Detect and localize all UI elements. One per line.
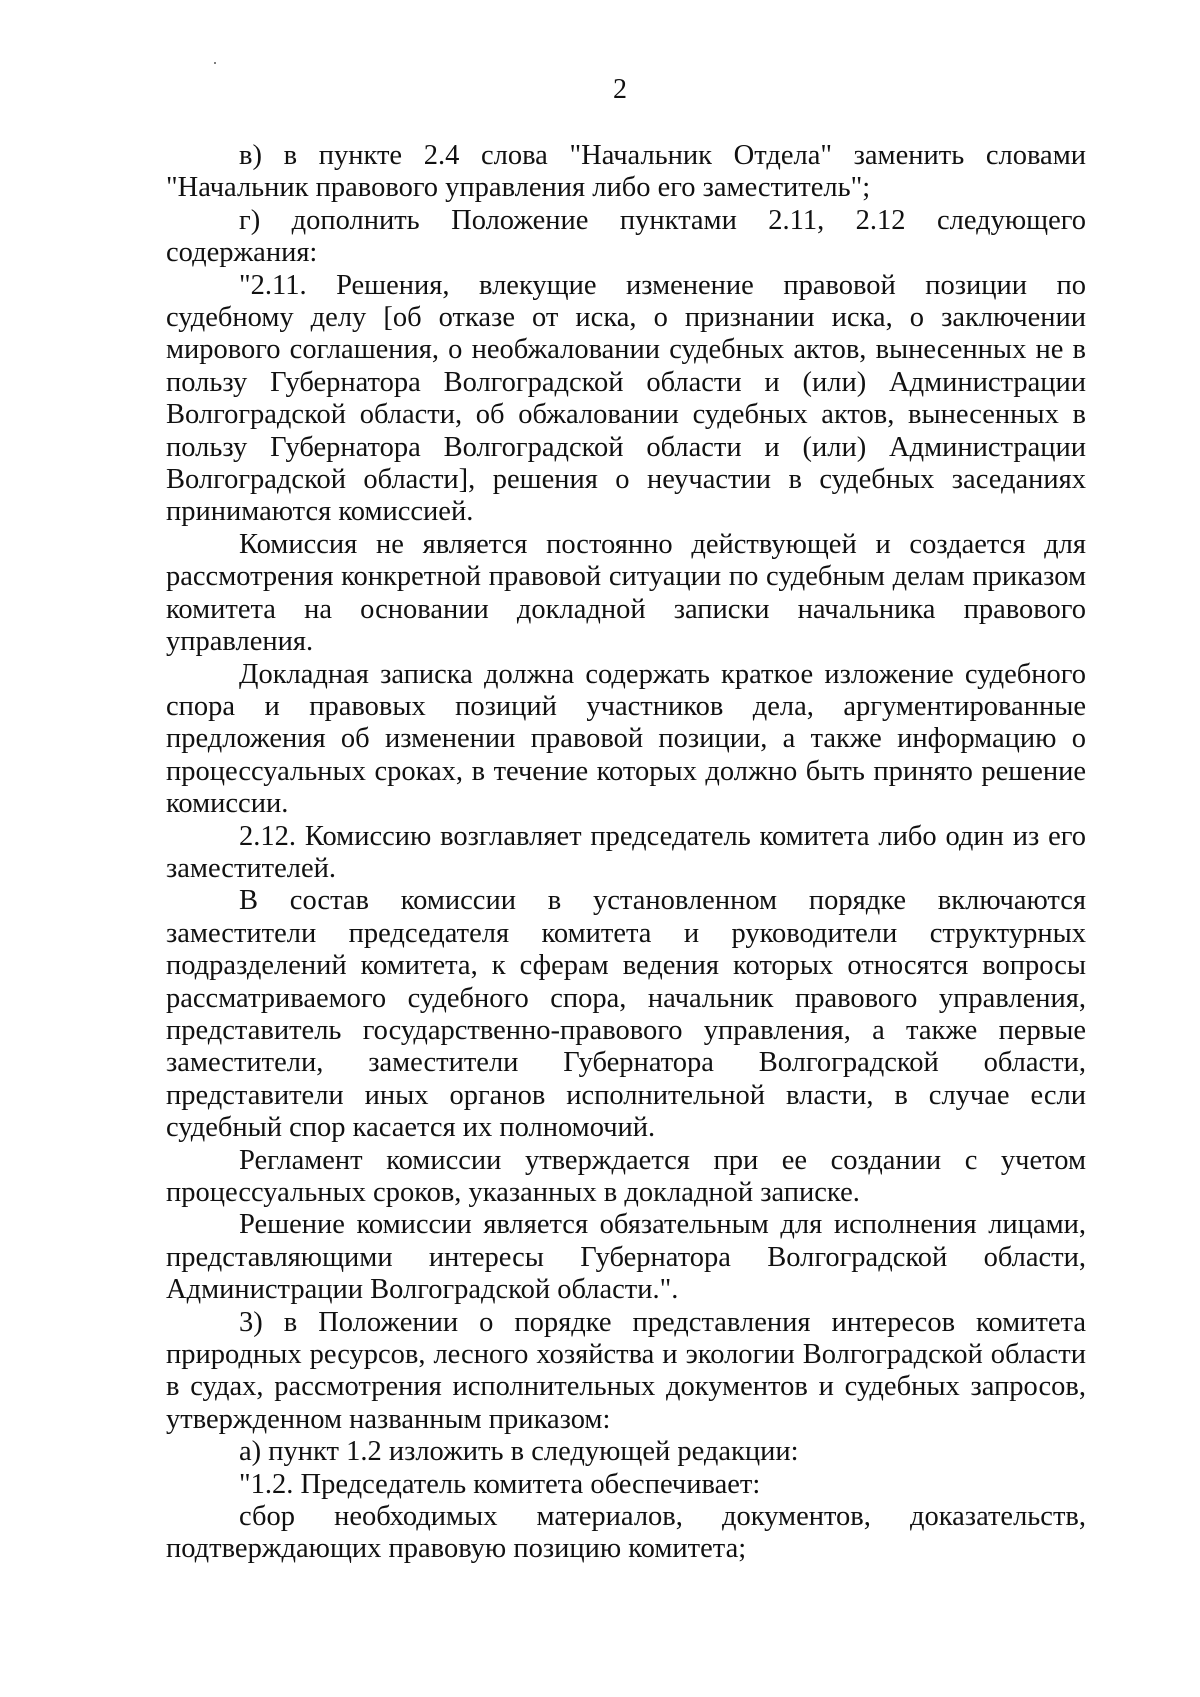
paragraph-4: Комиссия не является постоянно действующей и создается для рассмотрения конкретной правовой ситуации по судебным делам приказом комитета на основании докладной записки начальника правового управления. — [166, 528, 1086, 658]
paragraph-10: 3) в Положении о порядке представления интересов комитета природных ресурсов, лесного хозяйства и экологии Волгоградской области в судах, рассмотрения исполнительных документов и судебных запросов, утвержденном названным приказом: — [166, 1306, 1086, 1435]
paragraph-11: а) пункт 1.2 изложить в следующей редакции: — [239, 1436, 799, 1468]
paragraph-1: в) в пункте 2.4 слова "Начальник Отдела" заменить словами "Начальник правового управления либо его заместитель"; — [166, 140, 1086, 204]
scan-speck — [214, 62, 216, 64]
page-number: 2 — [613, 74, 627, 105]
paragraph-3: "2.11. Решения, влекущие изменение правовой позиции по судебному делу [об отказе от иска, о признании иска, о заключении мирового соглашения, о необжаловании судебных актов, вынесенных не в пользу Губернатора Волгоградской области и (или) Администрации Волгоградской области, об обжаловании судебных актов, вынесенных в пользу Губернатора Волгоградской области и (или) Администрации Волгоградской области], решения о неучастии в судебных заседаниях принимаются комиссией. — [166, 269, 1086, 528]
paragraph-7: В состав комиссии в установленном порядке включаются заместители председателя комитета и руководители структурных подразделений комитета, к сферам ведения которых относятся вопросы рассматриваемого судебного спора, начальник правового управления, представитель государственно-правового управления, а также первые заместители, заместители Губернатора Волгоградской области, представители иных органов исполнительной власти, в случае если судебный спор касается их полномочий. — [166, 885, 1086, 1144]
paragraph-6: 2.12. Комиссию возглавляет председатель комитета либо один из его заместителей. — [166, 820, 1086, 884]
paragraph-9: Решение комиссии является обязательным для исполнения лицами, представляющими интересы Губернатора Волгоградской области, Администрации Волгоградской области.". — [166, 1209, 1086, 1306]
paragraph-5: Докладная записка должна содержать краткое изложение судебного спора и правовых позиций участников дела, аргументированные предложения об изменении правовой позиции, а также информацию о процессуальных сроках, в течение которых должно быть принято решение комиссии. — [166, 658, 1086, 820]
paragraph-8: Регламент комиссии утверждается при ее создании с учетом процессуальных сроков, указанных в докладной записке. — [166, 1144, 1086, 1208]
paragraph-12: "1.2. Председатель комитета обеспечивает: — [239, 1468, 761, 1500]
paragraph-13: сбор необходимых материалов, документов, доказательств, подтверждающих правовую позицию комитета; — [166, 1501, 1086, 1565]
paragraph-2: г) дополнить Положение пунктами 2.11, 2.12 следующего содержания: — [166, 204, 1086, 269]
document-body — [166, 140, 1086, 1566]
